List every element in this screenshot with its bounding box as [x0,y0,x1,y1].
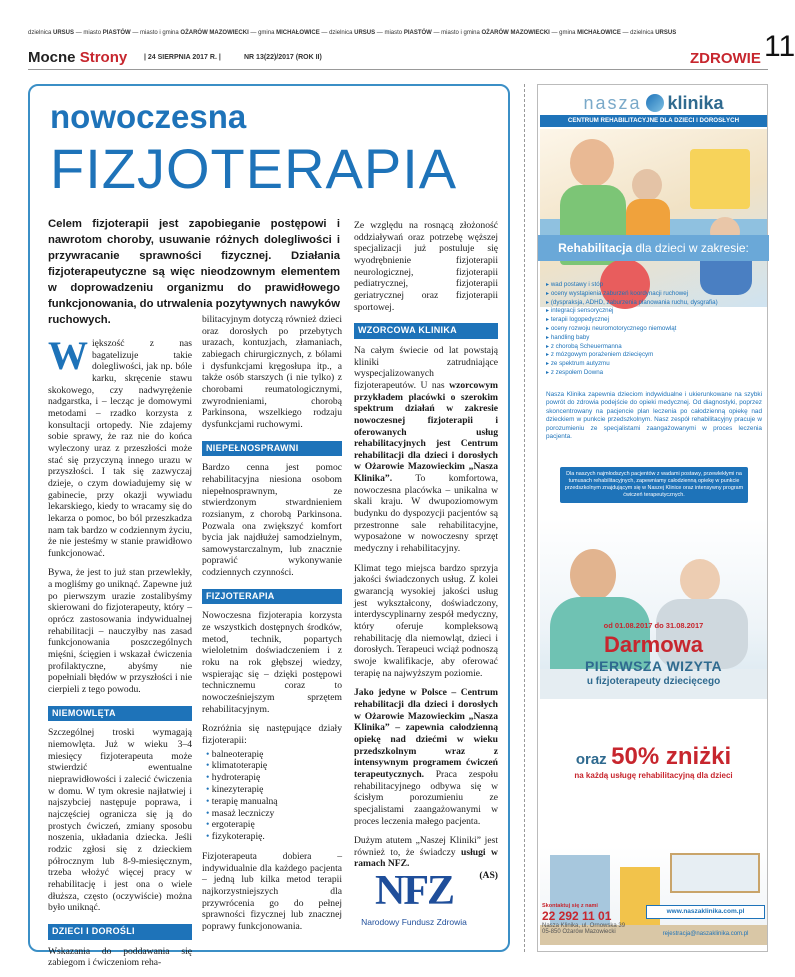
rehabilitation-banner-bold: Rehabilitacja [558,241,633,255]
top-region-strip [28,30,718,40]
article-column-2 [202,314,342,941]
article-lead: Celem fizjoterapii jest zapobieganie postępowi i nawrotom choroby, usuwanie różnych dolegliwości i przywracanie sprawności fizycznej. Działania fizjoterapeutyczne są więc nieodzownym elementem w doprowadzeniu organizmu do prawidłowego funkcjonowania, do utrwalenia pozytywnych nawyków ruchowych. [48,218,340,326]
promo-discount-sub: na każdą usługę rehabilitacyjną dla dzieci [574,771,733,780]
rehabilitation-banner [538,235,769,261]
photo-shape [680,559,720,601]
article-column-1 [48,333,192,977]
top-strip-place: MICHAŁOWICE [577,30,621,36]
column-divider [524,84,525,952]
paragraph-bold-text: Jako jedyne w Polsce – Centrum rehabilitacji dla dzieci i dorosłych w Ożarowie Mazowieckim „Nasza Klinika” – zapewnia całodzienną opiekę nad dziećmi w wieku przedszkolnym wraz z intensywnym programem ćwiczeń terapeutycznych. [354,687,498,780]
contact-block [542,903,642,935]
rehabilitation-list [546,281,764,378]
subheading-dzieci-i-dorosli: DZIECI I DOROŚLI [48,924,192,940]
article-kicker: nowoczesna [50,98,247,135]
nfz-logo-name: Narodowy Fundusz Zdrowia [361,917,467,927]
therapy-list-item: • balneoterapię [202,749,342,761]
top-strip-prefix: — gmina [248,30,277,36]
email-link[interactable]: rejestracja@naszaklinika.com.pl [662,931,749,937]
rehabilitation-list-item: ▸ integracji sensorycznej [546,307,764,316]
promo-oraz: oraz [575,751,607,768]
promo-first-visit-title: PIERWSZA WIZYTA [584,658,723,674]
issue-date: | 24 SIERPNIA 2017 R. | [144,54,221,61]
article-box [28,84,510,969]
rehabilitation-list-item: ▸ (dyspraksja, ADHD, zaburzenia planowania ruchu, dysgrafia) [546,299,764,308]
article-column-3 [354,220,498,882]
paragraph-bold-text: wzorcowym przykładem placówki o szerokim spektrum działań w zakresie nowoczesnej fizjoterapii i oferowanych usług rehabilitacyjnych jest Centrum rehabilitacji dla dzieci i dorosłych w Ożarowie Mazowieckim „Nasza Klinika”. [354,379,498,485]
brand [28,49,127,66]
rehabilitation-list-item: ▸ z zespołem Downa [546,369,764,378]
therapy-list-item: • kinezyterapię [202,784,342,796]
top-strip-place: URSUS [655,30,677,36]
therapy-list [202,749,342,843]
paragraph [354,687,498,827]
paragraph-text: Praca zespołu rehabilitacyjnego odbywa się w ścisłym porozumieniu ze specjalistami zaangażowanymi w proces leczenia małego pacjenta. [354,768,498,827]
top-strip-prefix: — dzielnica [620,30,656,36]
rehabilitation-list-item: ▸ terapii logopedycznej [546,316,764,325]
paragraph: Bardzo cenna jest pomoc rehabilitacyjna niesiona osobom niepełnosprawnym, ze stwierdzonym stwardnieniem rozsianym, z chorobą Parkinsona. Pozwala ona zwiększyć komfort bycia jak najdłużej samodzielnym, samowystarczalnym, lub znacznie poprawić wykonywanie codziennych czynności. [202,462,342,579]
rehabilitation-list-item: ▸ z mózgowym porażeniem dziecięcym [546,351,764,360]
therapy-list-item: • klimatoterapię [202,760,342,772]
clinic-logo [538,93,769,114]
top-strip-place: MICHAŁOWICE [276,30,320,36]
top-strip-place: OŻARÓW MAZOWIECKI [180,30,249,36]
therapy-list-item: • terapię manualną [202,796,342,808]
therapy-list-item: • hydroterapię [202,772,342,784]
nfz-logo-mark: NFZ [375,868,453,914]
therapy-list-item: • fizykoterapię. [202,831,342,843]
paragraph: Rozróżnia się następujące działy fizjoterapii: [202,723,342,746]
top-strip-prefix: dzielnica [28,30,54,36]
rehabilitation-list-item: ▸ handling baby [546,334,764,343]
clinic-logo-word-2: klinika [667,93,724,113]
website-link[interactable]: www.naszaklinika.com.pl [646,905,765,919]
clinic-description: Nasza Klinika zapewnia dzieciom indywidualne i ukierunkowane na szybki powrót do zdrowia podejście do opieki medycznej. Od diagnostyki, poprzez skoncentrowany na pacjencie plan leczenia po całodzienną opiekę nad dzieckiem w punkcie przedszkolnym. Nasz zespół rehabilitacyjny pracuje w porozumieniu ze specjalistami zaangażowanymi w proces leczenia pacjenta. [546,391,762,441]
photo-shape [570,549,616,601]
article-headline: FIZJOTERAPIA [50,137,458,200]
top-strip-place: URSUS [53,30,75,36]
paragraph: Nowoczesna fizjoterapia korzysta ze wszystkich dostępnych środków, metod, technik, popartych wieloletnim doświadczeniem i z roku na rok głębszej wiedzy, wspierając się – dzięki postępowi technicznemu coraz to nowocześniejszym sprzętem rehabilitacyjnym. [202,610,342,715]
clinic-logo-word-1: nasza [583,93,642,113]
photo-shape [670,853,760,893]
top-strip-prefix: — miasto i gmina [431,30,482,36]
phone-number[interactable]: 22 292 11 01 [542,909,612,923]
promo-first-visit-sub: u fizjoterapeuty dziecięcego [586,676,721,687]
paragraph: Bywa, że jest to już stan przewlekły, a mogliśmy go uniknąć. Zapewne już po pierwszym urazie zostalibyśmy skierowani do fizjoterapeuty, który – oprócz zastosowania indywidualnej rehabilitacji – nauczyłby nas zasad funkcjonowania poszczególnych mięśni, ścięgien i wskazał ćwiczenia profilaktyczne, abyśmy nie popełniali błędów w przyszłości i nie cierpieli z tego powodu. [48,567,192,696]
subheading-wzorcowa-klinika: WZORCOWA KLINIKA [354,323,498,339]
advertisement [537,84,768,952]
photo-shape [690,149,750,209]
clinic-tagline: CENTRUM REHABILITACYJNE DLA DZIECI I DOROSŁYCH [540,115,767,127]
rehabilitation-list-item: ▸ wad postawy i stóp [546,281,764,290]
rehabilitation-list-item: ▸ z chorobą Scheuermanna [546,343,764,352]
paragraph-text: iększość z nas bagatelizuje takie dolegliwości, jak np. bóle karku, skręcenie stawu skokowego, czy nadwyrężenie nadgarstka, i – lecząc je domowymi metodami – rzadko korzysta z konsultacji ortopedy. Nie zdajemy sobie sprawy, że raz nie do końca wyleczony uraz z przeszłości może stać się przyczyną innego urazu w przyszłości. I tak się zazwyczaj dzieje, o czym dowiadujemy się w gabinecie, przy okazji wywiadu lekarskiego, kiedy to wracamy się do lekarza o pomoc, bo ból przeszkadza nam tak bardzo w codziennym życiu, że nie jesteśmy w stanie prawidłowo funkcjonować. [48,338,192,559]
paragraph-bold-text: usługi w ramach NFZ. [354,846,498,870]
nfz-logo [354,869,474,939]
therapy-list-item: • ergoterapię [202,819,342,831]
page-number: 11 [764,30,795,63]
issue-number: NR 13(22)/2017 (ROK II) [244,54,322,61]
paragraph [354,835,498,870]
subheading-fizjoterapia: FIZJOTERAPIA [202,589,342,605]
top-strip-prefix: — dzielnica [319,30,355,36]
drop-cap: W [48,333,88,378]
clinic-note: Dla naszych najmłodszych pacjentów z wadami postawy, przewlekłymi na tumusach rehabilitacyjnych, zapewniamy całodzienną opiekę w punkcie przedszkolnym znajdującym się w Naszej Klinice oraz intensywny program ćwiczeń terapeutycznych. [560,467,748,503]
paragraph: bilitacyjnym dotyczą również dzieci oraz dorosłych po przebytych urazach, kontuzjach, złamaniach, zabiegach chirurgicznych, z bólami i dysfunkcjami kręgosłupa itp., a także osób starszych (i nie tylko) z chorobami reumatologicznymi, zwyrodnieniami, chorobą Parkinsona, wszelkiego rodzaju dysfunkcjami ruchowymi. [202,314,342,430]
paragraph [354,345,498,555]
address-line-1: Nasza Klinika, ul. Ornowska 39 [542,923,626,929]
rehabilitation-list-item: ▸ ze spektrum autyzmu [546,360,764,369]
rehabilitation-list-item: ▸ oceny rozwoju neuromotorycznego niemowląt [546,325,764,334]
brand-part-2: Strony [79,49,128,66]
paragraph-text: Dużym atutem „Naszej Kliniki” jest również to, że świadczy [354,835,498,858]
paragraph [48,333,192,559]
promo-dates: od 01.08.2017 do 31.08.2017 [603,621,704,630]
top-strip-prefix: — miasto [74,30,103,36]
clinic-logo-icon [646,94,664,112]
top-strip-place: PIASTÓW [403,30,432,36]
address-line-2: 05-850 Ożarów Mazowiecki [542,929,616,935]
promo-headline: Darmowa [603,632,704,657]
photo-shape [632,169,662,201]
paragraph-text: Na całym świecie od lat powstają kliniki zatrudniające wyspecjalizowanych fizjoterapeutów. U nas [354,344,498,391]
promo-discount [538,743,769,781]
top-strip-prefix: — miasto i gmina [130,30,181,36]
author-signature: (AS) [479,870,498,882]
subheading-niemowleta: NIEMOWLĘTA [48,706,192,722]
brand-part-1: Mocne [28,49,80,66]
paragraph: Szczególnej troski wymagają niemowlęta. Już w wieku 3–4 miesięcy fizjoterapeuta może stwierdzić ewentualne nieprawidłowości i zalecić ćwiczenia w domu. W tym okresie najłatwiej i najszybciej następuje poprawa, i najczęściej ogranicza się ją do prostych ćwiczeń, zmiany sposobu noszenia, układania dziecka. Jeśli rodzic zgłosi się z dzieckiem półrocznym lub 8-9-miesięcznym, trzeba włożyć więcej pracy w rehabilitację i jest ona o wiele dłuższa, często (oczywiście) można było uniknąć. [48,727,192,914]
top-strip-place: PIASTÓW [102,30,131,36]
paragraph: Klimat tego miejsca bardzo sprzyja jakości świadczonych usług. Z kolei gwarancją wysokiej jakości usług jest wykształcony, doświadczony, interdyscyplinarny zespół medyczny, który oferuje kompleksową rehabilitację dla niemowląt, dzieci i dorosłych. Terapeuci wciąż podnoszą swoje kwalifikacje, aby oferować terapię na najwyższym poziomie. [354,562,498,679]
rehabilitation-list-item: ▸ oceny wystąpienia zaburzeń koordynacji ruchowej [546,290,764,299]
top-strip-place: OŻARÓW MAZOWIECKI [481,30,550,36]
top-strip-prefix: — gmina [549,30,578,36]
paragraph: Wskazania do poddawania się zabiegom i ćwiczeniom reha- [48,945,192,969]
therapy-list-item: • masaż leczniczy [202,808,342,820]
paragraph: Ze względu na rosnącą złożoność oddziaływań oraz potrzebę węższej specjalizacji już postuluje się wyodrębnienie fizjoterapii neurologicznej, fizjoterapii pediatrycznej, fizjoterapii geriatrycznej oraz fizjoterapii sportowej. [354,220,498,313]
paragraph-text: To komfortowa, nowoczesna placówka – unikalna w skali kraju. W dwupoziomowym budynku do dyspozycji pacjentów są przestronne sale rehabilitacyjne, wyposażone w nowoczesny sprzęt medyczny i rehabilitacyjny. [354,473,498,555]
photo-shape [570,139,614,187]
section-title: ZDROWIE [690,50,761,67]
promo-discount-value: 50% zniżki [611,743,732,770]
paragraph: Fizjoterapeuta dobiera – indywidualnie dla każdego pacjenta – jedną lub kilka metod terapii najkorzystniejszych dla przywrócenia go do pełnej sprawności fizycznej lub znacznej poprawy funkcjonowania. [202,851,342,932]
top-strip-place: URSUS [354,30,376,36]
contact-label: Skontaktuj się z nami [542,903,598,909]
promo-first-visit [538,621,769,689]
top-strip-prefix: — miasto [375,30,404,36]
subheading-niepelnosprawni: NIEPEŁNOSPRAWNI [202,441,342,457]
rehabilitation-banner-text: dla dzieci w zakresie: [632,241,749,255]
